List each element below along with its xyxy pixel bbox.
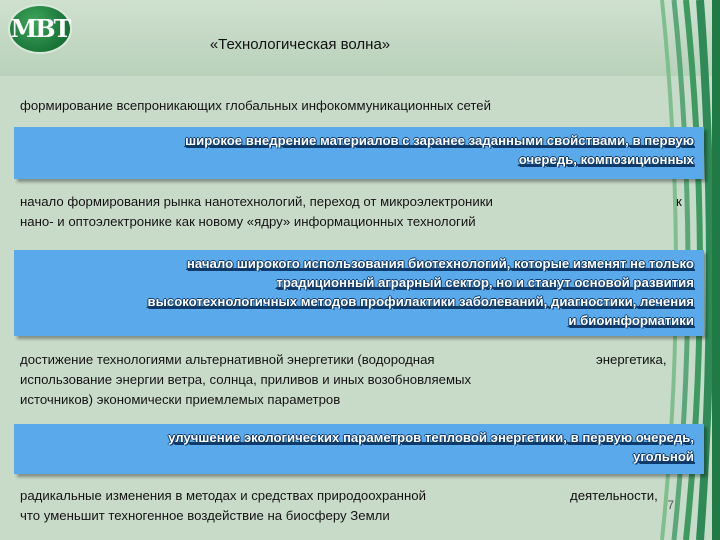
slide-title: «Технологическая волна» xyxy=(209,36,391,53)
item-line: начало широкого использования биотехнологий, которые изменят не только xyxy=(186,256,694,271)
item-line: очередь, композиционных xyxy=(518,152,694,167)
logo-text: МВТ xyxy=(10,14,70,43)
item-line: формирование всепроникающих глобальных инфокоммуникационных сетей xyxy=(20,98,491,113)
wave-item-text xyxy=(20,350,660,410)
item-right-word: к xyxy=(676,194,682,209)
item-line: радикальные изменения в методах и средствах природоохранной xyxy=(20,488,426,503)
item-line: что уменьшит техногенное воздействие на биосферу Земли xyxy=(20,508,390,523)
wave-item-text xyxy=(20,96,660,116)
mvt-logo xyxy=(10,6,70,52)
wave-item-text xyxy=(20,486,660,526)
item-line: широкое внедрение материалов с заранее заданными свойствами, в первую xyxy=(185,133,694,148)
item-line: нано- и оптоэлектронике как новому «ядру» информационных технологий xyxy=(20,214,476,229)
item-line: использование энергии ветра, солнца, приливов и иных возобновляемых xyxy=(20,372,472,387)
wave-item-highlight xyxy=(14,127,704,179)
item-line: источников) экономически приемлемых параметров xyxy=(20,392,341,407)
wave-item-highlight xyxy=(14,424,704,474)
slide-header xyxy=(0,0,720,76)
item-line: высокотехнологичных методов профилактики заболеваний, диагностики, лечения xyxy=(147,294,694,309)
item-line: достижение технологиями альтернативной энергетики (водородная xyxy=(20,352,435,367)
item-line: начало формирования рынка нанотехнологий, переход от микроэлектроники xyxy=(20,194,493,209)
item-line: традиционный аграрный сектор, но и станут основой развития xyxy=(276,275,694,290)
wave-item-text xyxy=(20,192,660,232)
item-right-word: энергетика, xyxy=(596,352,667,367)
item-line: улучшение экологических параметров тепловой энергетики, в первую очередь, xyxy=(168,430,694,445)
wave-item-highlight xyxy=(14,250,704,336)
page-number: 7 xyxy=(667,498,674,512)
item-right-word: деятельности, xyxy=(570,488,658,503)
item-line: и биоинформатики xyxy=(568,313,694,328)
item-line: угольной xyxy=(633,449,694,464)
